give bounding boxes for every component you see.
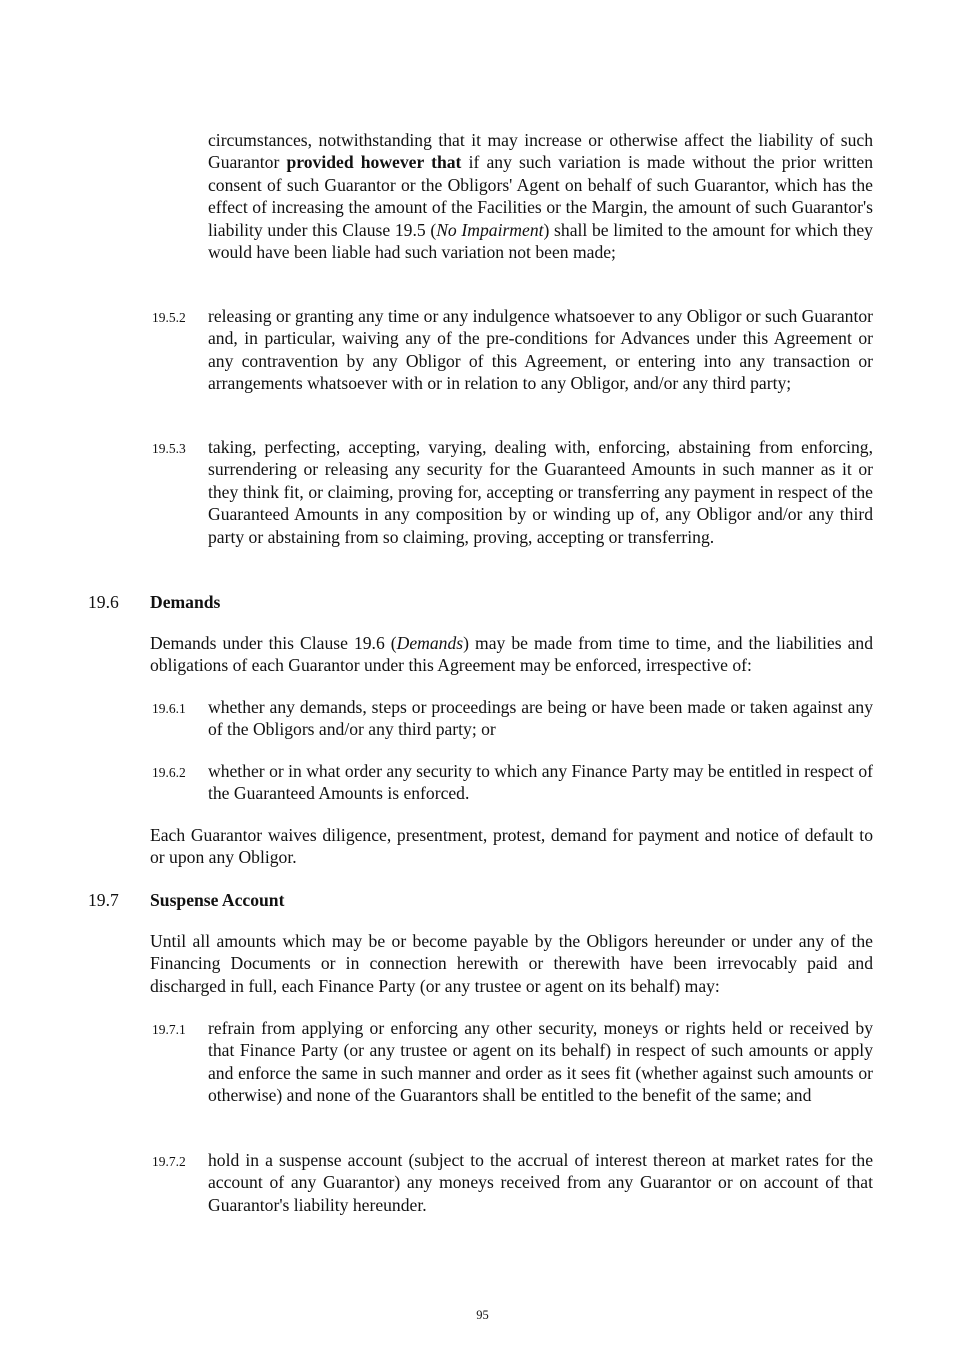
section-intro-19-7: Until all amounts which may be or become payable by the Obligors hereunder or under any of the Financing Documents or in connection herewith or therewith have been irrevocably paid and discharged in full, each Finance Party (or any trustee or agent on its behalf) may: (150, 931, 873, 996)
clause-text-19-6-2: whether or in what order any security to which any Finance Party may be entitled in respect of the Guaranteed Amounts is enforced. (208, 761, 873, 804)
clause-number-19-7-2: 19.7.2 (152, 1154, 186, 1169)
section-number-19-7: 19.7 (88, 890, 119, 910)
continuation-text-2: if any such variation is made without the prior written consent of such Guarantor or the Obligors' Agent on behalf of such Guarantor, which has the effect of increasing the amount of the Facilities or the Margin, the amount of such Guarantor's liability under this Clause 19.5 ( (208, 152, 873, 240)
intro-text-2: ) may be made from time to time, and the liabilities and obligations of each Guarantor under this Agreement may be enforced, irrespective of: (150, 633, 874, 676)
clause-text-19-5-2: releasing or granting any time or any indulgence whatsoever to any Obligor or such Guarantor and, in particular, waiving any of the pre-conditions for Advances under this Agreement or any contravention by any Obligor of this Agreement, or entering into any transaction or arrangements whatsoever with or in relation to any Obligor, and/or any third party; (208, 306, 873, 394)
page-number: 95 (476, 1308, 489, 1322)
clause-text-19-7-1: refrain from applying or enforcing any other security, moneys or rights held or received by that Finance Party (or any trustee or agent on its behalf) in respect of such amounts or apply and enforce the same in such manner and order as it sees fit (whether against such amounts or otherwise) and none of the Guarantors shall be entitled to the benefit of the same; and (208, 1018, 873, 1106)
clause-text-19-6-1: whether any demands, steps or proceedings are being or have been made or taken against any of the Obligors and/or any third party; or (208, 697, 873, 740)
intro-italic-text: Demands (396, 633, 464, 653)
waiver-paragraph: Each Guarantor waives diligence, presentment, protest, demand for payment and notice of default to or upon any Obligor. (150, 825, 873, 868)
clause-number-19-5-3: 19.5.3 (152, 441, 186, 456)
section-title-demands: Demands (150, 592, 221, 612)
clause-number-19-7-1: 19.7.1 (152, 1022, 186, 1037)
section-intro-19-6 (150, 632, 873, 677)
continuation-bold-text: provided however that (286, 152, 462, 173)
clause-number-19-6-2: 19.6.2 (152, 765, 186, 780)
clause-text-19-7-2: hold in a suspense account (subject to the accrual of interest thereon at market rates for the account of any Guarantor) any moneys received from any Guarantor or on account of that Guarantor's liability hereunder. (208, 1150, 873, 1215)
continuation-italic-text: No Impairment (436, 219, 544, 240)
continuation-paragraph (208, 129, 873, 263)
section-number-19-6: 19.6 (88, 592, 119, 612)
section-title-suspense-account: Suspense Account (150, 890, 285, 910)
continuation-text-1: circumstances, notwithstanding that it may increase or otherwise affect the liability of such Guarantor (208, 130, 873, 173)
intro-text-1: Demands under this Clause 19.6 ( (150, 633, 397, 653)
clause-text-19-5-3: taking, perfecting, accepting, varying, dealing with, enforcing, abstaining from enforcing, surrendering or releasing any security for the Guaranteed Amounts in such manner as it or they think fit, or claiming, proving for, accepting or transferring any payment in respect of the Guaranteed Amounts in any composition by or winding up of, any Obligor and/or any third party or abstaining from so claiming, proving, accepting or transferring. (208, 437, 873, 547)
continuation-text-3: ) shall be limited to the amount for which they would have been liable had such variation not been made; (208, 219, 873, 263)
clause-number-19-5-2: 19.5.2 (152, 310, 186, 325)
clause-number-19-6-1: 19.6.1 (152, 701, 186, 716)
